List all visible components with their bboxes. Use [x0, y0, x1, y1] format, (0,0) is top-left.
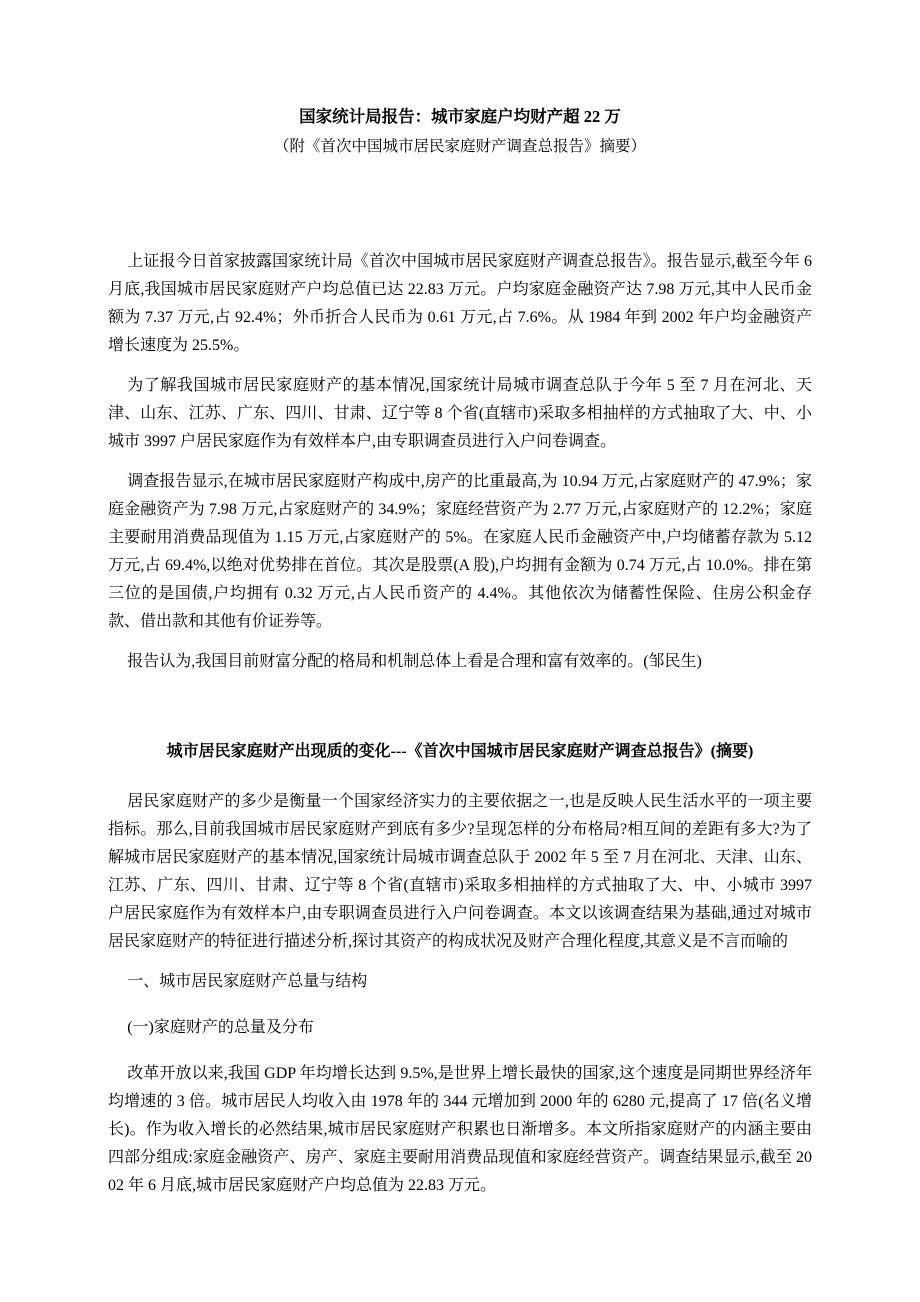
section-heading-summary-report: 城市居民家庭财产出现质的变化---《首次中国城市居民家庭财产调查总报告》(摘要): [166, 743, 754, 760]
paragraph-report-conclusion: 报告认为,我国目前财富分配的格局和机制总体上看是合理和富有效率的。(邹民生): [127, 653, 702, 670]
document-subtitle: （附《首次中国城市居民家庭财产调查总报告》摘要）: [273, 138, 646, 155]
paragraph-report-summary: 上证报今日首家披露国家统计局《首次中国城市居民家庭财产调查总报告》。报告显示,截至今年 6 月底,我国城市居民家庭财产户均总值已达 22.83 万元。户均家庭金融资产达 7.98 万元,其中人民币金额为 7.37 万元,占 92.4%；外币折合人民币为 0.61 万元,占 7.6%。从 1984 年到 2002 年户均金融资产增长速度为 25.5%。: [108, 253, 812, 354]
document-title: 国家统计局报告：城市家庭户均财产超 22 万: [299, 107, 621, 126]
paragraph-survey-method: 为了解我国城市居民家庭财产的基本情况,国家统计局城市调查总队于今年 5 至 7 月在河北、天津、山东、江苏、广东、四川、甘肃、辽宁等 8 个省(直辖市)采取多相抽样的方式抽取了大、中、小城市 3997 户居民家庭作为有效样本户,由专职调查员进行入户问卷调查。: [108, 377, 812, 450]
paragraph-property-composition: 调查报告显示,在城市居民家庭财产构成中,房产的比重最高,为 10.94 万元,占家庭财产的 47.9%；家庭金融资产为 7.98 万元,占家庭财产的 34.9%；家庭经营资产为 2.77 万元,占家庭财产的 12.2%；家庭主要耐用消费品现值为 1.15 万元,占家庭财产的 5%。在家庭人民币金融资产中,户均储蓄存款为 5.12 万元,占 69.4%,以绝对优势排在首位。其次是股票(A 股),户均拥有金额为 0.74 万元,占 10.0%。排在第三位的是国债,户均拥有 0.32 万元,占人民币资产的 4.4%。其他依次为储蓄性保险、住房公积金存款、借出款和其他有价证券等。: [108, 473, 812, 630]
subheading-total-and-structure: 一、城市居民家庭财产总量与结构: [127, 973, 368, 990]
paragraph-summary-intro: 居民家庭财产的多少是衡量一个国家经济实力的主要依据之一,也是反映人民生活水平的一项主要指标。那么,目前我国城市居民家庭财产到底有多少?呈现怎样的分布格局?相互间的差距有多大?为了解城市居民家庭财产的基本情况,国家统计局城市调查总队于 2002 年 5 至 7 月在河北、天津、山东、江苏、广东、四川、甘肃、辽宁等 8 个省(直辖市)采取多相抽样的方式抽取了大、中、小城市 3997 户居民家庭作为有效样本户,由专职调查员进行入户问卷调查。本文以该调查结果为基础,通过对城市居民家庭财产的特征进行描述分析,探讨其资产的构成状况及财产合理化程度,其意义是不言而喻的: [108, 793, 812, 950]
subheading-total-and-distribution: (一)家庭财产的总量及分布: [127, 1019, 314, 1036]
paragraph-reform-growth: 改革开放以来,我国 GDP 年均增长达到 9.5%,是世界上增长最快的国家,这个速度是同期世界经济年均增速的 3 倍。城市居民人均收入由 1978 年的 344 元增加到 2000 年的 6280 元,提高了 17 倍(名义增长)。作为收入增长的必然结果,城市居民家庭财产积累也日渐增多。本文所指家庭财产的内涵主要由四部分组成:家庭金融资产、房产、家庭主要耐用消费品现值和家庭经营资产。调查结果显示,截至 2002 年 6 月底,城市居民家庭财产户均总值为 22.83 万元。: [108, 1065, 812, 1194]
